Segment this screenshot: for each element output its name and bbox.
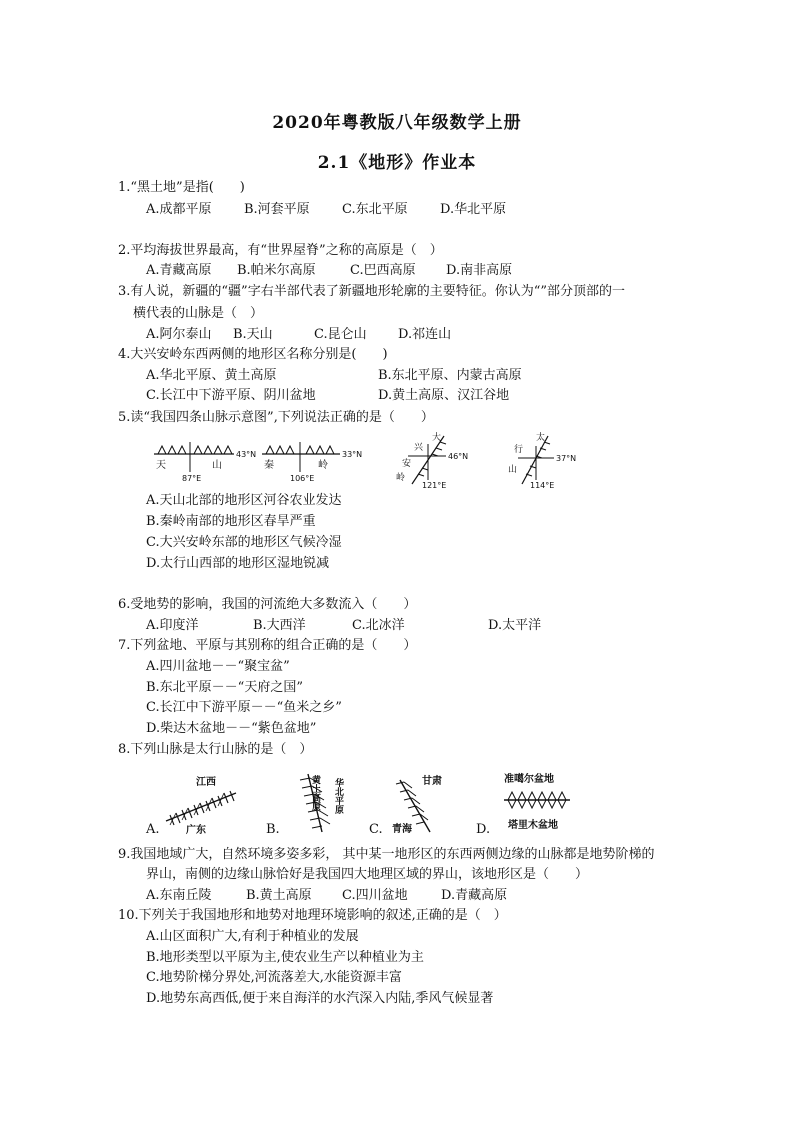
taihangshan-lon: 114°E bbox=[530, 481, 555, 490]
q2-option-b: B.帕米尔高原 bbox=[237, 263, 316, 278]
q8-a-top-label: 江西 bbox=[196, 777, 216, 788]
q8-option-d-letter: D. bbox=[476, 822, 491, 837]
q5-option-b: B.秦岭南部的地形区春旱严重 bbox=[146, 514, 316, 529]
q2-option-d: D.南非高原 bbox=[446, 263, 513, 278]
taihangshan-diagram bbox=[508, 432, 576, 490]
taihangshan-name-b: 行 bbox=[514, 445, 524, 455]
q4-option-a: A.华北平原、黄土高原 bbox=[146, 368, 277, 383]
qinling-lat: 33°N bbox=[342, 450, 363, 459]
q9-option-d: D.青藏高原 bbox=[441, 888, 508, 903]
tianshan-name-b: 山 bbox=[212, 460, 222, 471]
taihangshan-name-c: 山 bbox=[508, 465, 518, 475]
question-7-stem: 7.下列盆地、平原与其别称的组合正确的是（ ） bbox=[118, 638, 417, 653]
q9-option-c: C.四川盆地 bbox=[342, 888, 408, 903]
q8-b-right-label: 华北平原 bbox=[333, 778, 343, 814]
q5-option-c: C.大兴安岭东部的地形区气候冷湿 bbox=[146, 535, 342, 550]
q1-option-b: B.河套平原 bbox=[244, 202, 310, 217]
q10-option-a: A.山区面积广大,有利于种植业的发展 bbox=[146, 929, 359, 944]
question-9-stem-line1: 9.我国地域广大，自然环境多姿多彩， 其中某一地形区的东西两侧边缘的山脉都是地势阶梯的 bbox=[118, 847, 655, 862]
q5-option-a: A.天山北部的地形区河谷农业发达 bbox=[146, 493, 342, 508]
taihangshan-name-a: 太 bbox=[536, 433, 546, 443]
q8-option-b-letter: B. bbox=[266, 822, 280, 837]
q3-option-d: D.祁连山 bbox=[398, 327, 452, 342]
q1-option-d: D.华北平原 bbox=[440, 202, 507, 217]
question-2-stem: 2.平均海拔世界最高，有“世界屋脊”之称的高原是（ ） bbox=[118, 243, 443, 258]
q8-d-bottom-label: 塔里木盆地 bbox=[508, 820, 558, 831]
q10-option-b: B.地形类型以平原为主,使农业生产以种植业为主 bbox=[146, 950, 424, 965]
daxinganling-lon: 121°E bbox=[422, 481, 447, 490]
q8-c-top-label: 甘肃 bbox=[422, 776, 442, 787]
q3-option-c: C.昆仑山 bbox=[314, 327, 367, 342]
q4-option-c: C.长江中下游平原、阴川盆地 bbox=[146, 388, 316, 403]
q8-b-left-label bbox=[284, 774, 321, 812]
qinling-lon: 106°E bbox=[290, 474, 315, 483]
q8-a-bottom-label: 广东 bbox=[186, 825, 206, 835]
q8-figure-d bbox=[500, 770, 578, 836]
q8-figure-a bbox=[160, 773, 242, 835]
qinling-diagram bbox=[262, 442, 362, 483]
q7-option-d: D.柴达木盆地－－“紫色盆地” bbox=[146, 721, 317, 736]
q4-option-d: D.黄土高原、汉江谷地 bbox=[378, 388, 510, 403]
daxinganling-name-c: 安 bbox=[402, 459, 412, 469]
q5-option-d: D.太行山西部的地形区湿地锐减 bbox=[146, 556, 330, 571]
q8-option-c-letter: C. bbox=[369, 822, 383, 837]
q2-option-a: A.青藏高原 bbox=[146, 263, 212, 278]
q10-option-d: D.地势东高西低,便于来自海洋的水汽深入内陆,季风气候显著 bbox=[146, 991, 494, 1006]
q3-option-b: B.天山 bbox=[233, 327, 273, 342]
tianshan-diagram bbox=[154, 442, 256, 483]
q8-b-left-label-text: 黄土高原 bbox=[284, 775, 320, 785]
doc-title: 2020年粤教版八年级数学上册 bbox=[272, 113, 522, 133]
question-10-stem: 10.下列关于我国地形和地势对地理环境影响的叙述,正确的是（ ） bbox=[118, 908, 507, 923]
q8-option-a-letter: A. bbox=[146, 822, 160, 837]
qinling-name-a: 秦 bbox=[264, 460, 274, 471]
daxinganling-name-a: 大 bbox=[432, 433, 442, 443]
q7-option-c: C.长江中下游平原－－“鱼米之乡” bbox=[146, 700, 342, 715]
daxinganling-diagram bbox=[396, 432, 468, 490]
daxinganling-name-b: 兴 bbox=[414, 443, 424, 453]
question-6-stem: 6.受地势的影响，我国的河流绝大多数流入（ ） bbox=[118, 597, 417, 612]
question-4-stem: 4.大兴安岭东西两侧的地形区名称分别是( ) bbox=[118, 347, 388, 362]
doc-subtitle: 2.1《地形》作业本 bbox=[317, 153, 477, 173]
q10-option-c: C.地势阶梯分界处,河流落差大,水能资源丰富 bbox=[146, 970, 402, 985]
q8-figure-b bbox=[278, 770, 354, 836]
question-5-stem: 5.读“我国四条山脉示意图”,下列说法正确的是（ ） bbox=[118, 410, 434, 425]
q2-option-c: C.巴西高原 bbox=[350, 263, 416, 278]
four-mountains-figure bbox=[150, 432, 590, 490]
tianshan-lon: 87°E bbox=[182, 474, 202, 483]
q6-option-d: D.太平洋 bbox=[488, 618, 542, 633]
q9-option-b: B.黄土高原 bbox=[246, 888, 312, 903]
q4-option-b: B.东北平原、内蒙古高原 bbox=[378, 368, 522, 383]
q8-d-top-label: 准噶尔盆地 bbox=[504, 774, 554, 785]
question-9-stem-line2: 界山，南侧的边缘山脉恰好是我国四大地理区域的界山，该地形区是（ ） bbox=[146, 867, 589, 882]
q7-option-b: B.东北平原－－“天府之国” bbox=[146, 680, 303, 695]
question-8-stem: 8.下列山脉是太行山脉的是（ ） bbox=[118, 742, 313, 757]
q3-option-a: A.阿尔泰山 bbox=[146, 327, 212, 342]
question-1-stem: 1.“黑土地”是指( ) bbox=[118, 180, 245, 195]
q9-option-a: A.东南丘陵 bbox=[146, 888, 212, 903]
daxinganling-lat: 46°N bbox=[448, 452, 469, 461]
tianshan-lat: 43°N bbox=[236, 450, 257, 459]
q6-option-a: A.印度洋 bbox=[146, 618, 199, 633]
q6-option-b: B.大西洋 bbox=[253, 618, 306, 633]
q7-option-a: A.四川盆地－－“聚宝盆” bbox=[146, 659, 290, 674]
q1-option-c: C.东北平原 bbox=[342, 202, 408, 217]
qinling-name-b: 岭 bbox=[318, 460, 328, 471]
q8-figure-c bbox=[390, 770, 460, 836]
question-3-stem-line1: 3.有人说，新疆的“疆”字右半部代表了新疆地形轮廓的主要特征。你认为“”部分顶部的一 bbox=[118, 284, 625, 299]
daxinganling-name-d: 岭 bbox=[396, 473, 406, 483]
taihangshan-lat: 37°N bbox=[556, 454, 577, 463]
q8-c-bottom-label: 青海 bbox=[392, 824, 412, 835]
tianshan-name-a: 天 bbox=[156, 460, 166, 471]
q1-option-a: A.成都平原 bbox=[146, 202, 212, 217]
q6-option-c: C.北冰洋 bbox=[352, 618, 405, 633]
question-3-stem-line2: 横代表的山脉是（ ） bbox=[133, 306, 264, 321]
